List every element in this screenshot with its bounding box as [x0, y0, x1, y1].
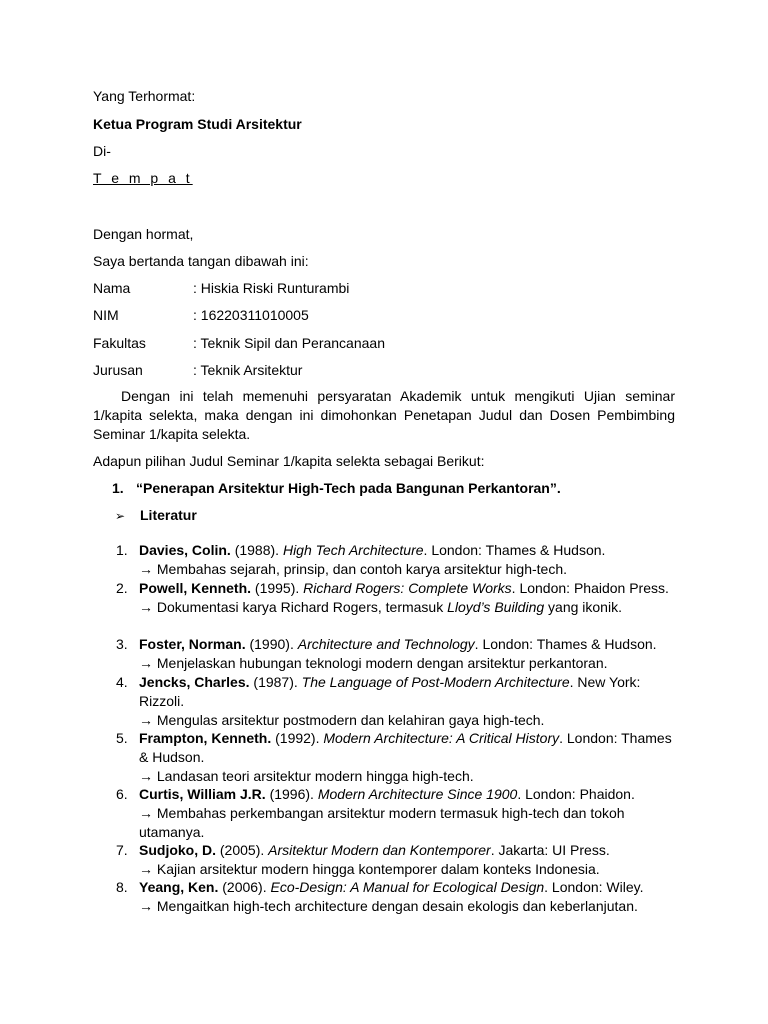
reference-publisher: . London: Wiley. [544, 879, 644, 895]
di-line: Di- [93, 143, 111, 159]
reference-year: (1990). [245, 636, 298, 652]
reference-author: Jencks, Charles. [139, 674, 250, 690]
reference-author: Sudjoko, D. [139, 842, 216, 858]
reference-note: → Menjelaskan hubungan teknologi modern dengan arsitektur perkantoran. [139, 655, 608, 671]
reference-year: (2005). [216, 842, 269, 858]
reference-author: Frampton, Kenneth. [139, 730, 272, 746]
reference-title: High Tech Architecture [282, 542, 424, 558]
reference-number: 7. [116, 842, 128, 858]
reference-author: Curtis, William J.R. [139, 786, 266, 802]
reference-text [139, 878, 676, 916]
reference-title: Eco-Design: A Manual for Ecological Design [270, 879, 545, 895]
reference-year: (1987). [249, 674, 302, 690]
reference-number: 2. [116, 580, 128, 596]
reference-text [139, 841, 676, 879]
identity-label: NIM [93, 307, 119, 323]
reference-year: (1992). [271, 730, 324, 746]
topic-title [112, 479, 561, 497]
reference-note: → Mengulas arsitektur postmodern dan kelahiran gaya high-tech. [139, 712, 545, 728]
identity-value: : Hiskia Riski Runturambi [193, 280, 350, 296]
reference-title: Modern Architecture: A Critical History [323, 730, 560, 746]
reference-year: (1988). [230, 542, 283, 558]
reference-publisher: . London: Phaidon. [517, 786, 635, 802]
reference-year: (1996). [265, 786, 318, 802]
reference-year: (2006). [218, 879, 271, 895]
reference-note-emphasis: Lloyd’s Building [447, 599, 545, 615]
reference-note: → Mengaitkan high-tech architecture dengan desain ekologis dan keberlanjutan. [139, 898, 638, 914]
reference-note: → Membahas perkembangan arsitektur modern termasuk high-tech dan tokoh utamanya. [139, 805, 625, 840]
reference-number: 1. [116, 542, 128, 558]
reference-publisher: . London: Phaidon Press. [511, 580, 669, 596]
reference-text [139, 673, 676, 730]
reference-author: Davies, Colin. [139, 542, 231, 558]
identity-value: : Teknik Arsitektur [193, 362, 303, 378]
reference-note: → Dokumentasi karya Richard Rogers, termasuk Lloyd’s Building yang ikonik. [139, 599, 622, 615]
identity-label: Nama [93, 280, 131, 296]
reference-author: Powell, Kenneth. [139, 580, 252, 596]
reference-number: 3. [116, 636, 128, 652]
arrowhead-bullet-icon: ➢ [115, 509, 126, 523]
reference-year: (1995). [251, 580, 304, 596]
identity-label: Fakultas [93, 335, 146, 351]
reference-note: → Kajian arsitektur modern hingga kontemporer dalam konteks Indonesia. [139, 861, 600, 877]
topic-number: 1. [112, 480, 124, 496]
reference-text [139, 785, 676, 842]
request-paragraph: Dengan ini telah memenuhi persyaratan Akademik untuk mengikuti Ujian seminar 1/kapita selekta, maka dengan ini dimohonkan Penetapan Judul dan Dosen Pembimbing Seminar 1/kapita selekta. [93, 388, 675, 442]
tempat-line: T e m p a t [93, 170, 193, 186]
greeting: Dengan hormat, [93, 226, 194, 242]
reference-title: Richard Rogers: Complete Works [303, 580, 512, 596]
recipient: Ketua Program Studi Arsitektur [93, 116, 302, 132]
reference-number: 5. [116, 730, 128, 746]
reference-text [139, 729, 676, 786]
salutation-to: Yang Terhormat: [93, 88, 196, 104]
reference-text [139, 541, 676, 579]
reference-number: 6. [116, 786, 128, 802]
reference-text [139, 579, 676, 617]
reference-author: Foster, Norman. [139, 636, 246, 652]
reference-number: 8. [116, 879, 128, 895]
intro-line: Saya bertanda tangan dibawah ini: [93, 253, 309, 269]
reference-number: 4. [116, 674, 128, 690]
reference-publisher: . Jakarta: UI Press. [490, 842, 610, 858]
reference-title: Architecture and Technology [297, 636, 475, 652]
choice-intro: Adapun pilihan Judul Seminar 1/kapita selekta sebagai Berikut: [93, 453, 485, 469]
identity-value: : Teknik Sipil dan Perancanaan [193, 335, 385, 351]
identity-value: : 16220311010005 [193, 307, 309, 323]
reference-title: Arsitektur Modern dan Kontemporer [268, 842, 491, 858]
reference-publisher: . New York: Rizzoli. [139, 674, 641, 709]
reference-title: The Language of Post-Modern Architecture [301, 674, 570, 690]
reference-title: Modern Architecture Since 1900 [317, 786, 518, 802]
reference-author: Yeang, Ken. [139, 879, 219, 895]
identity-label: Jurusan [93, 362, 143, 378]
reference-note: → Membahas sejarah, prinsip, dan contoh karya arsitektur high-tech. [139, 561, 567, 577]
reference-publisher: . London: Thames & Hudson. [139, 730, 672, 765]
reference-note: → Landasan teori arsitektur modern hingga high-tech. [139, 768, 474, 784]
reference-text [139, 635, 676, 673]
literature-heading: Literatur [140, 507, 197, 523]
reference-publisher: . London: Thames & Hudson. [474, 636, 657, 652]
topic-text: “Penerapan Arsitektur High-Tech pada Bangunan Perkantoran”. [136, 480, 561, 496]
reference-publisher: . London: Thames & Hudson. [423, 542, 606, 558]
